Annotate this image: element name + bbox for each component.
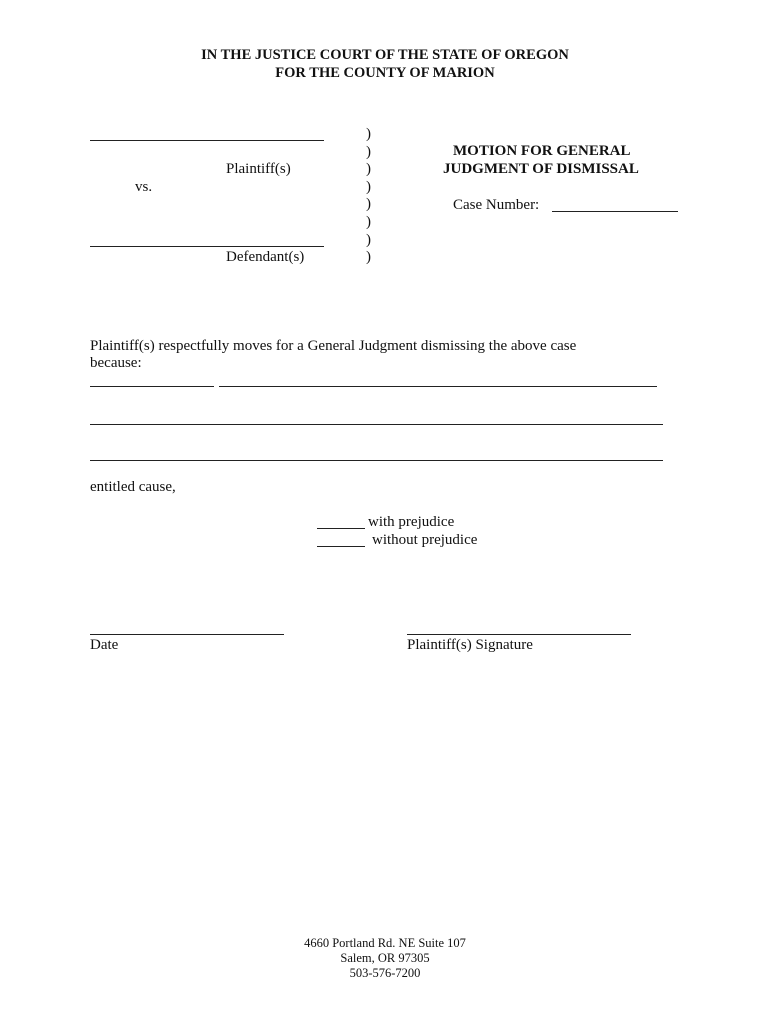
county-heading: FOR THE COUNTY OF MARION [275,65,495,81]
motion-title-line1: MOTION FOR GENERAL [453,143,631,159]
case-number-line[interactable] [552,211,678,212]
reason-line-3[interactable] [90,460,663,461]
date-label: Date [90,637,119,653]
without-prejudice-label: without prejudice [372,532,478,548]
without-prejudice-blank[interactable] [317,546,365,547]
case-number-label: Case Number: [453,197,540,213]
vs-label: vs. [135,179,153,195]
entitled-cause-text: entitled cause, [90,479,176,495]
court-name-heading: IN THE JUSTICE COURT OF THE STATE OF OREGON [201,47,569,63]
with-prejudice-label: with prejudice [368,514,455,530]
signature-line[interactable] [407,634,631,635]
footer-address-line2: Salem, OR 97305 [340,951,430,965]
with-prejudice-blank[interactable] [317,528,365,529]
signature-label: Plaintiff(s) Signature [407,637,533,653]
plaintiff-name-line[interactable] [90,140,324,141]
defendant-name-line[interactable] [90,246,324,247]
motion-text-line1: Plaintiff(s) respectfully moves for a General Judgment dismissing the above case [90,338,577,354]
motion-text-line2: because: [90,355,142,371]
reason-line-2[interactable] [90,424,663,425]
reason-line-1b[interactable] [219,386,657,387]
caption-parentheses: ) ) ) ) ) ) ) ) [366,126,371,266]
motion-title-line2: JUDGMENT OF DISMISSAL [443,161,639,177]
footer-address-line1: 4660 Portland Rd. NE Suite 107 [304,936,466,950]
reason-line-1a[interactable] [90,386,214,387]
date-line[interactable] [90,634,284,635]
plaintiff-label: Plaintiff(s) [226,161,291,177]
defendant-label: Defendant(s) [226,249,305,265]
footer-phone: 503-576-7200 [349,966,421,980]
